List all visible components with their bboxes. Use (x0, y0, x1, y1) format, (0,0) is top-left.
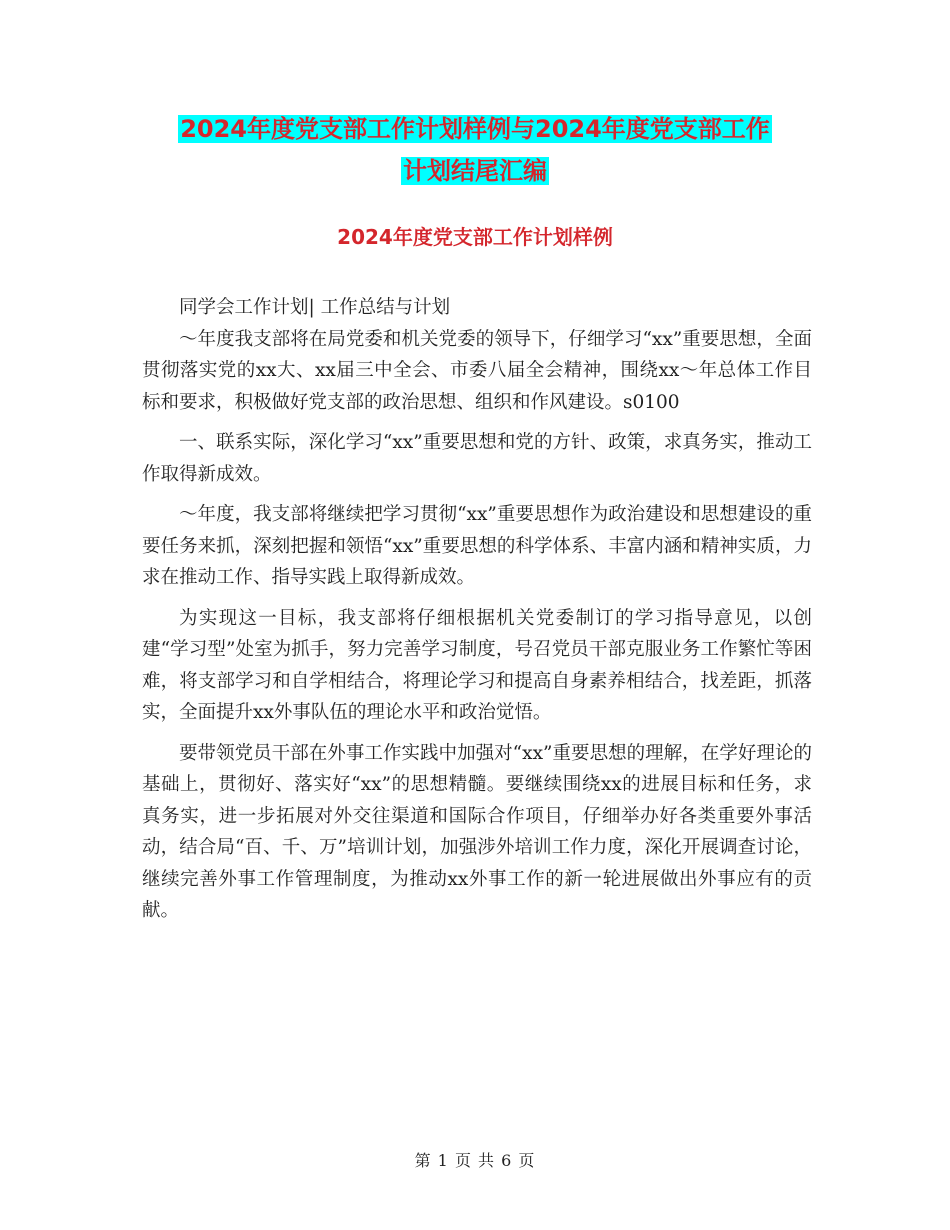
paragraph-3: 一、联系实际，深化学习“xx”重要思想和党的方针、政策，求真务实，推动工作取得新成效。 (142, 432, 812, 485)
paragraph-1: 同学会工作计划| 工作总结与计划 (179, 297, 451, 318)
section-heading: 2024年度党支部工作计划样例 (337, 225, 613, 249)
document-title-line-2: 计划结尾汇编 (403, 157, 547, 185)
page-number: 第 1 页 共 6 页 (414, 1151, 536, 1170)
paragraph-6: 要带领党员干部在外事工作实践中加强对“xx”重要思想的理解，在学好理论的基础上，贯彻好、落实好“xx”的思想精髓。要继续围绕xx的进展目标和任务，求真务实，进一步拓展对外交往渠道和国际合作项目，仔细举办好各类重要外事活动，结合局“百、千、万”培训计划，加强涉外培训工作力度，深化开展调查讨论，继续完善外事工作管理制度，为推动xx外事工作的新一轮进展做出外事应有的贡献。 (142, 742, 812, 921)
paragraph-4: ～年度，我支部将继续把学习贯彻“xx”重要思想作为政治建设和思想建设的重要任务来抓，深刻把握和领悟“xx”重要思想的科学体系、丰富内涵和精神实质，力求在推动工作、指导实践上取得新成效。 (142, 504, 812, 588)
document-body (142, 292, 812, 936)
paragraph-5: 为实现这一目标，我支部将仔细根据机关党委制订的学习指导意见，以创建“学习型”处室为抓手，努力完善学习制度，号召党员干部克服业务工作繁忙等困难，将支部学习和自学相结合，将理论学习和提高自身素养相结合，找差距，抓落实，全面提升xx外事队伍的理论水平和政治觉悟。 (142, 607, 812, 723)
document-title-line-1: 2024年度党支部工作计划样例与2024年度党支部工作 (180, 115, 770, 143)
document-title-block (0, 108, 950, 192)
paragraph-2: ～年度我支部将在局党委和机关党委的领导下，仔细学习“xx”重要思想，全面贯彻落实党的xx大、xx届三中全会、市委八届全会精神，围绕xx～年总体工作目标和要求，积极做好党支部的政治思想、组织和作风建设。s0100 (142, 328, 812, 413)
document-title (178, 108, 772, 192)
